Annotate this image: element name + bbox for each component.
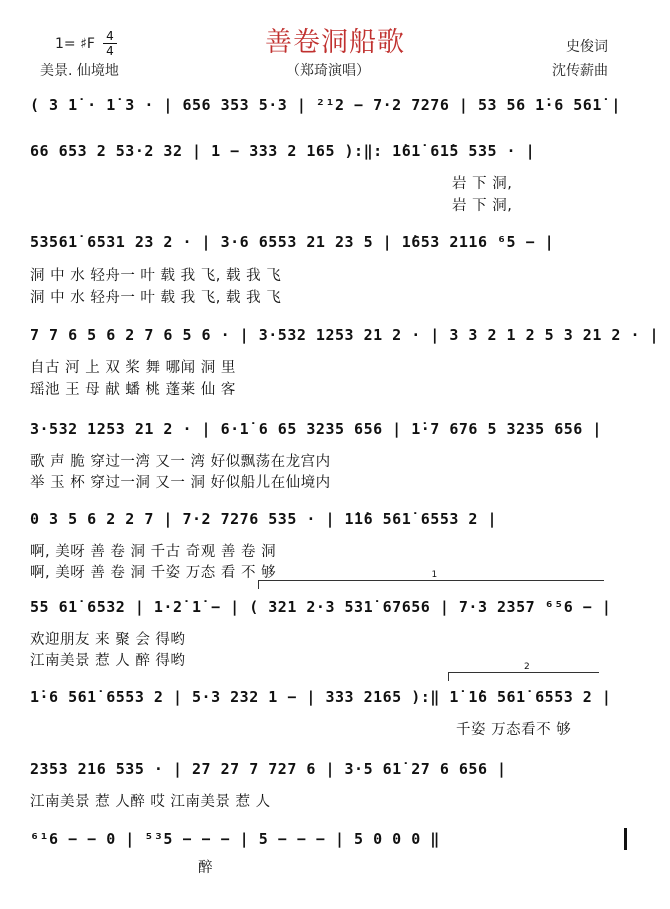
composer-credit: 沈传薪曲 xyxy=(552,63,608,79)
lyricist-credit: 史俊词 xyxy=(566,39,608,55)
lyrics-row-6-verse-2: 啊, 美呀 善 卷 洞 千姿 万态 看 不 够 xyxy=(30,565,277,581)
lyrics-row-10: 醉 xyxy=(198,860,213,876)
notation-row-3: 53561̇ 6531 23 2 · | 3·6 6553 21 23 5 | 1̇653 2116 ⁶5 − | xyxy=(30,233,555,251)
left-subtitle: 美景. 仙境地 xyxy=(40,63,119,79)
lyrics-row-4-verse-1: 自古 河 上 双 桨 舞 哪闻 洞 里 xyxy=(30,360,236,376)
lyrics-row-8: 千姿 万态看不 够 xyxy=(456,722,572,738)
notation-row-10: ⁶¹6 − − 0 | ⁵³5 − − − | 5 − − − | 5 0 0 0 ‖ xyxy=(30,830,440,848)
lyrics-row-7-verse-1: 欢迎朋友 来 聚 会 得哟 xyxy=(30,632,186,648)
notation-row-1: ( 3 1̇ · 1̇ 3 · | 656 353 5·3 | ²¹2 − 7·2 7276 | 53 56 1̇·6 561̇ | xyxy=(30,96,621,114)
key-signature: 1= ♯F xyxy=(55,36,95,52)
notation-row-8: 1̇·6 561̇ 6553 2 | 5·3 232 1 − | 333 2165 ):‖ 1̇ 1̇6 561̇ 6553 2 | xyxy=(30,688,612,706)
lyrics-row-3-verse-1: 洞 中 水 轻舟一 叶 载 我 飞, 载 我 飞 xyxy=(30,268,282,284)
lyrics-row-6-verse-1: 啊, 美呀 善 卷 洞 千古 奇观 善 卷 洞 xyxy=(30,544,277,560)
performer-credit: （郑琦演唱） xyxy=(286,63,370,79)
time-signature-bottom: 4 xyxy=(106,44,114,58)
lyrics-row-2-verse-1: 岩 下 洞, xyxy=(452,176,513,192)
notation-row-7: 55 61̇ 6532 | 1·2̇ 1̇ − | ( 321 2·3 531̇ 67656 | 7·3 2357 ⁶⁵6 − | xyxy=(30,598,612,616)
notation-row-6: 0 3 5 6 2 2 7 | 7·2 7276 535 · | 1̇1̇6 561̇ 6553 2 | xyxy=(30,510,498,528)
notation-row-9: 2353 216 535 · | 27 27 7 727 6 | 3·5 61̇ 27 6 656 | xyxy=(30,760,507,778)
lyrics-row-4-verse-2: 瑶池 王 母 献 蟠 桃 蓬莱 仙 客 xyxy=(30,382,236,398)
notation-row-5: 3·532 1253 21 2 · | 6·1̇ 6 65 3235 656 | 1̇·7 676 5 3235 656 | xyxy=(30,420,602,438)
second-ending-number: 2 xyxy=(524,662,530,672)
time-signature-top: 4 xyxy=(106,29,114,43)
second-ending-bracket xyxy=(448,662,599,681)
lyrics-row-2-verse-2: 岩 下 洞, xyxy=(452,198,513,214)
lyrics-row-3-verse-2: 洞 中 水 轻舟一 叶 载 我 飞, 载 我 飞 xyxy=(30,290,282,306)
first-ending-number: 1 xyxy=(431,570,438,580)
time-signature xyxy=(103,30,117,57)
lyrics-row-5-verse-2: 举 玉 杯 穿过一洞 又一 洞 好似船儿在仙境内 xyxy=(30,475,331,491)
lyrics-row-5-verse-1: 歌 声 脆 穿过一湾 又一 湾 好似飘荡在龙宫内 xyxy=(30,454,331,470)
final-barline xyxy=(624,828,627,850)
first-ending-bracket xyxy=(258,570,604,589)
lyrics-row-7-verse-2: 江南美景 惹 人 醉 得哟 xyxy=(30,653,186,669)
song-title: 善卷洞船歌 xyxy=(265,27,405,58)
lyrics-row-9: 江南美景 惹 人醉 哎 江南美景 惹 人 xyxy=(30,794,271,810)
notation-row-2: 66 653 2 53·2 32 | 1 − 333 2 165 ):‖: 1̇61̇ 61̇5 535 · | xyxy=(30,142,536,160)
notation-row-4: 7 7 6 5 6 2 7 6 5 6 · | 3·532 1253 21 2 · | 3 3 2 1 2 5 3 21 2 · | xyxy=(30,326,660,344)
